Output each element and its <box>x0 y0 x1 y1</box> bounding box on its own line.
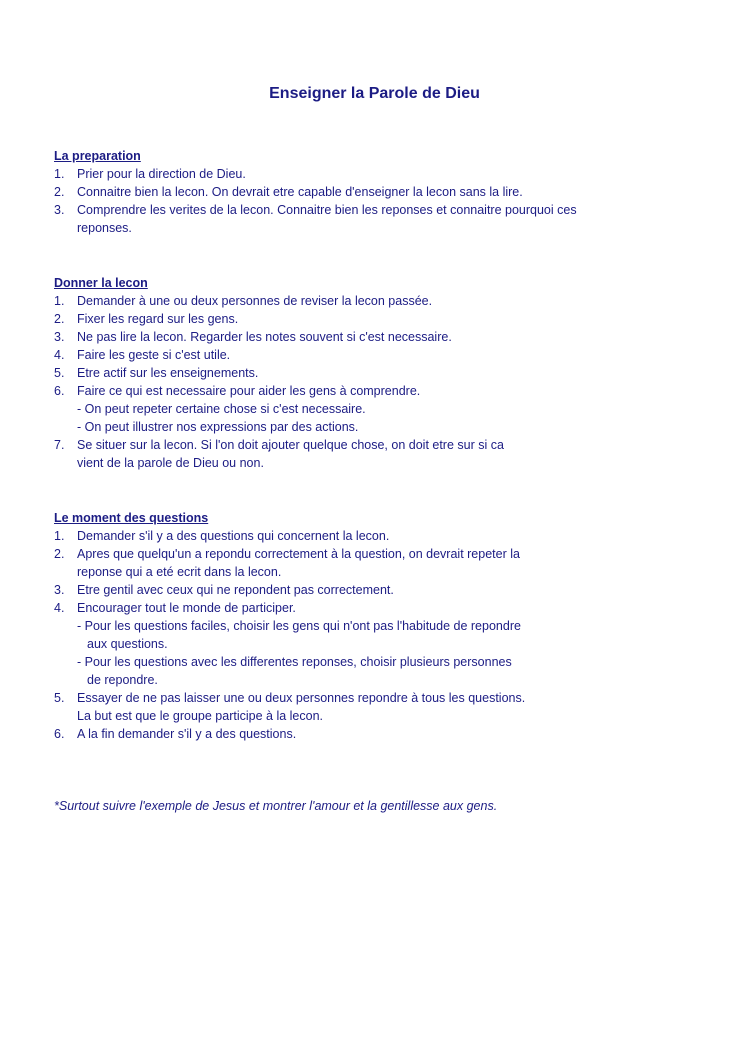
item-text: Demander à une ou deux personnes de reviser la lecon passée. <box>77 294 433 308</box>
item-text: La but est que le groupe participe à la lecon. <box>77 709 324 723</box>
list-line <box>54 219 694 237</box>
list-line <box>54 689 694 707</box>
list-item <box>54 310 694 328</box>
list-line <box>54 328 694 346</box>
item-text: vient de la parole de Dieu ou non. <box>77 456 264 470</box>
item-text: Essayer de ne pas laisser une ou deux personnes repondre à tous les questions. <box>77 691 526 705</box>
item-number: 2. <box>54 312 65 326</box>
list-line <box>54 725 694 743</box>
section-heading: La preparation <box>54 149 141 163</box>
item-number: 3. <box>54 583 65 597</box>
item-text: Demander s'il y a des questions qui concernent la lecon. <box>77 529 390 543</box>
list-line <box>54 165 694 183</box>
document-body <box>54 147 694 815</box>
item-number: 4. <box>54 601 65 615</box>
item-number: 6. <box>54 384 65 398</box>
section-3 <box>54 509 694 743</box>
item-text: reponse qui a eté ecrit dans la lecon. <box>77 565 282 579</box>
section-spacer <box>54 472 694 509</box>
list-line <box>54 454 694 472</box>
sub-item-line <box>54 653 694 671</box>
page-title: Enseigner la Parole de Dieu <box>269 85 480 102</box>
list-item <box>54 436 694 472</box>
list-item <box>54 545 694 581</box>
section-1 <box>54 147 694 237</box>
sub-item-text: - Pour les questions avec les differentes reponses, choisir plusieurs personnes <box>77 655 512 669</box>
item-text: Se situer sur la lecon. Si l'on doit ajouter quelque chose, on doit etre sur si ca <box>77 438 504 452</box>
list-line <box>54 346 694 364</box>
item-number: 5. <box>54 366 65 380</box>
sub-item-text: - On peut illustrer nos expressions par des actions. <box>77 420 359 434</box>
list-line <box>54 707 694 725</box>
sub-item-text: de repondre. <box>87 673 158 687</box>
sub-item-text: - On peut repeter certaine chose si c'est necessaire. <box>77 402 366 416</box>
item-number: 1. <box>54 167 65 181</box>
item-number: 1. <box>54 529 65 543</box>
item-text: Comprendre les verites de la lecon. Connaitre bien les reponses et connaitre pourquoi ces <box>77 203 577 217</box>
item-text: Apres que quelqu'un a repondu correctement à la question, on devrait repeter la <box>77 547 520 561</box>
item-text: reponses. <box>77 221 132 235</box>
item-number: 4. <box>54 348 65 362</box>
item-text: Faire ce qui est necessaire pour aider les gens à comprendre. <box>77 384 421 398</box>
sub-item-text: - Pour les questions faciles, choisir les gens qui n'ont pas l'habitude de repondre <box>77 619 521 633</box>
list-line <box>54 183 694 201</box>
list-line <box>54 292 694 310</box>
list-item <box>54 725 694 743</box>
sub-item-line <box>54 400 694 418</box>
section-heading: Le moment des questions <box>54 511 209 525</box>
item-number: 2. <box>54 547 65 561</box>
list-line <box>54 527 694 545</box>
list-item <box>54 689 694 725</box>
list-item <box>54 581 694 599</box>
item-text: Encourager tout le monde de participer. <box>77 601 296 615</box>
sub-item-line <box>54 671 694 689</box>
item-number: 3. <box>54 203 65 217</box>
item-number: 6. <box>54 727 65 741</box>
list-item <box>54 599 694 689</box>
list-item <box>54 364 694 382</box>
sub-item-line <box>54 418 694 436</box>
item-text: Connaitre bien la lecon. On devrait etre capable d'enseigner la lecon sans la lire. <box>77 185 523 199</box>
item-text: Etre gentil avec ceux qui ne repondent pas correctement. <box>77 583 394 597</box>
item-number: 7. <box>54 438 65 452</box>
footer-note: *Surtout suivre l'exemple de Jesus et montrer l'amour et la gentillesse aux gens. <box>54 799 498 813</box>
list-line <box>54 581 694 599</box>
section-heading: Donner la lecon <box>54 276 148 290</box>
item-number: 1. <box>54 294 65 308</box>
item-text: Etre actif sur les enseignements. <box>77 366 259 380</box>
list-line <box>54 545 694 563</box>
item-number: 5. <box>54 691 65 705</box>
section-2 <box>54 274 694 472</box>
list-item <box>54 328 694 346</box>
item-text: A la fin demander s'il y a des questions. <box>77 727 297 741</box>
item-text: Fixer les regard sur les gens. <box>77 312 239 326</box>
item-text: Ne pas lire la lecon. Regarder les notes souvent si c'est necessaire. <box>77 330 452 344</box>
list-line <box>54 364 694 382</box>
list-item <box>54 346 694 364</box>
section-spacer <box>54 237 694 274</box>
list-line <box>54 382 694 400</box>
list-item <box>54 201 694 237</box>
sub-item-text: aux questions. <box>87 637 168 651</box>
list-line <box>54 201 694 219</box>
item-text: Prier pour la direction de Dieu. <box>77 167 246 181</box>
sub-item-line <box>54 635 694 653</box>
list-item <box>54 382 694 436</box>
item-text: Faire les geste si c'est utile. <box>77 348 231 362</box>
sub-item-line <box>54 617 694 635</box>
list-line <box>54 599 694 617</box>
list-line <box>54 436 694 454</box>
section-spacer <box>54 743 694 797</box>
list-item <box>54 165 694 183</box>
list-item <box>54 527 694 545</box>
item-number: 3. <box>54 330 65 344</box>
list-item <box>54 292 694 310</box>
list-line <box>54 563 694 581</box>
list-line <box>54 310 694 328</box>
item-number: 2. <box>54 185 65 199</box>
list-item <box>54 183 694 201</box>
